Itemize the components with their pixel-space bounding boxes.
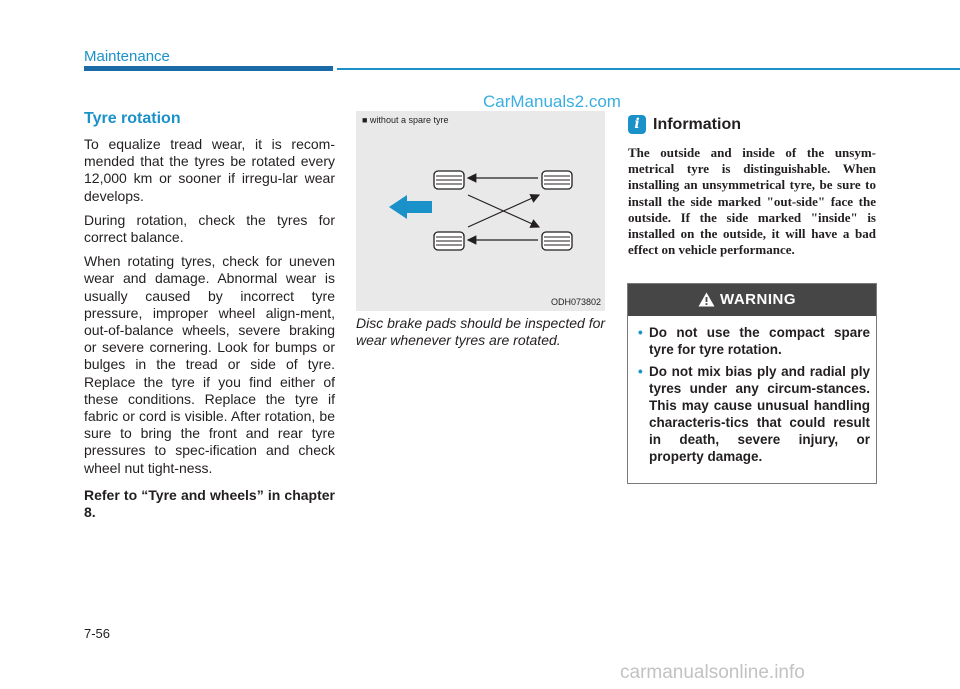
section-heading: Tyre rotation: [84, 110, 181, 127]
warning-item-text: Do not use the compact spare tyre for tyre rotation.: [649, 325, 870, 357]
paragraph: To equalize tread wear, it is recom-mended that the tyres be rotated every 12,000 km or sooner if irregu-lar wear develops.: [84, 136, 335, 204]
warning-header: [628, 284, 876, 316]
front-right-tyre: [434, 232, 464, 250]
warning-item-text: Do not mix bias ply and radial ply tyres under any circum-stances. This may cause unusual handling characteris-tics that could result in death, severe injury, or property damage.: [649, 364, 870, 464]
warning-item: [638, 363, 870, 465]
header-rule-dark: [84, 66, 333, 71]
figure-label: ■ without a spare tyre: [362, 115, 449, 125]
front-left-tyre: [434, 171, 464, 189]
warning-list: [638, 324, 870, 470]
bullet-icon: •: [638, 325, 643, 340]
figure-code: ODH073802: [550, 297, 601, 307]
tyre-rotation-section: [84, 110, 335, 528]
rotation-diagram: [356, 111, 605, 311]
warning-item: [638, 324, 870, 358]
paragraph: When rotating tyres, check for uneven wear and damage. Abnormal wear is usually caused by incorrect tyre pressure, improper wheel align-ment, out-of-balance wheels, severe braking or severe cornering. Look for bumps or bulges in the tread or side of tyre. Replace the tyre if you find either of these conditions. Replace the tyre if fabric or cord is visible. After rotation, be sure to bring the front and rear tyre pressures to spec-ification and check wheel nut tight-ness.: [84, 253, 335, 476]
forward-direction-arrow: [389, 195, 432, 219]
footer-watermark[interactable]: carmanualsonline.info: [620, 662, 805, 683]
reference-note: Refer to “Tyre and wheels” in chapter 8.: [84, 486, 335, 521]
warning-triangle-icon: [698, 292, 715, 307]
watermark-link[interactable]: CarManuals2.com: [483, 92, 621, 111]
tyre-rotation-figure: [356, 111, 605, 311]
information-title: Information: [653, 116, 741, 133]
warning-title: WARNING: [720, 291, 796, 308]
header-rule-light: [337, 68, 960, 70]
paragraph: During rotation, check the tyres for correct balance.: [84, 211, 335, 246]
page-number: 7-56: [84, 626, 111, 641]
warning-box: [627, 283, 877, 484]
information-body: The outside and inside of the unsym-metrical tyre is distinguishable. When installing an unsymmetrical tyre, be sure to install the side marked "out-side" face the outside. If the side marked "inside" is installed on the outside, it will have a bad effect on vehicle performance.: [628, 145, 876, 258]
figure-caption: Disc brake pads should be inspected for wear whenever tyres are rotated.: [356, 315, 606, 349]
rear-left-tyre: [542, 171, 572, 189]
section-title: Maintenance: [84, 48, 170, 65]
rear-right-tyre: [542, 232, 572, 250]
info-icon: i: [628, 115, 646, 134]
bullet-icon: •: [638, 364, 643, 379]
